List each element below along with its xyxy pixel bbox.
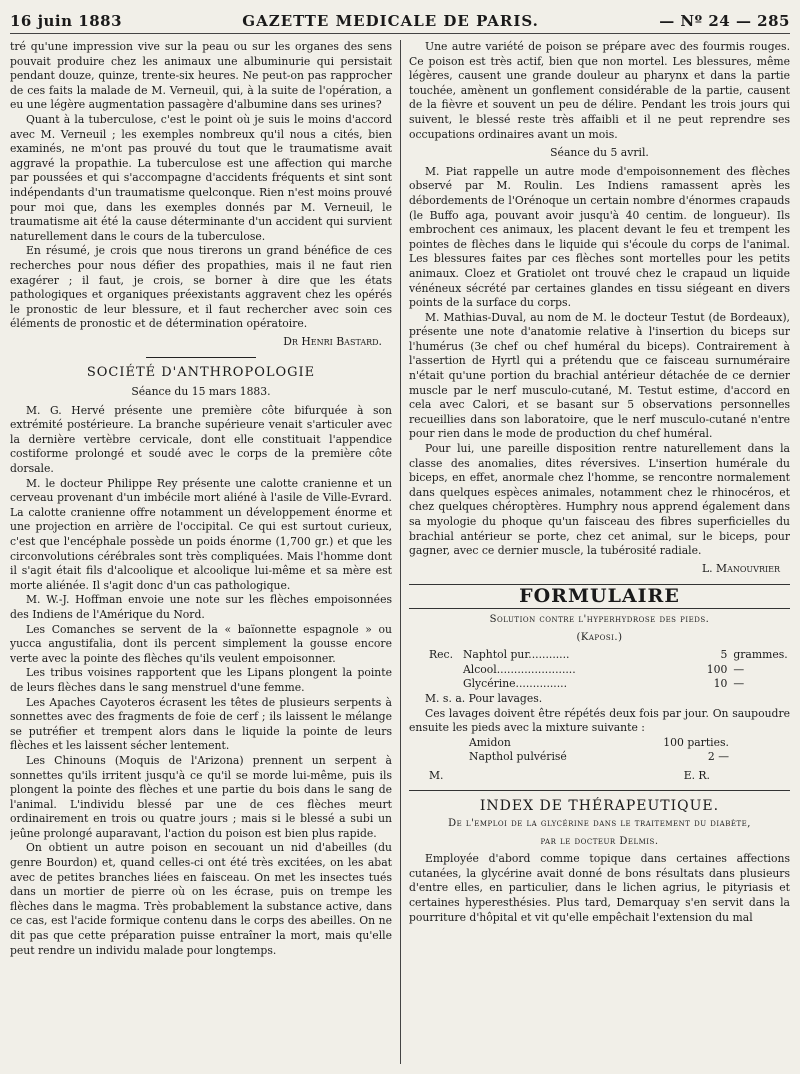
- paragraph: M. Piat rappelle un autre mode d'empoisonnement des flèches observé par M. Roulin. Les Indiens ramassent après les débordements de l'Orénoque un certain nombre d'énormes crapauds (le Buffo aga, pouvant avoir jusqu'à 40 centim. de longueur). Ils embrochent ces animaux, les placent devant le feu et trempent les pointes de flèches dans le liquide qui s'écoule du corps de l'animal. Les blessures faites par ces flèches sont mortelles pour les petits animaux. Cloez et Gratiolet ont trouvé chez le crapaud un liquide vénéneux sécrété par certaines glandes en tissu siégeant en divers points de la surface du corps.: [409, 164, 790, 310]
- author-kaposi: (Kaposi.): [576, 631, 623, 643]
- left-column: [10, 40, 400, 1064]
- paragraph: Employée d'abord comme topique dans certaines affections cutanées, la glycérine avait donné de bons résultats dans plusieurs d'entre elles, en particulier, dans le lichen agrius, le pityriasis et certaines hyperesthésies. Plus tard, Demarquay s'en servit dans la pourriture d'hôpital et vit qu'elle empêchait l'extension du mal: [409, 852, 790, 924]
- prescription-row: Rec. Naphtol pur............ 5 grammes.: [429, 648, 788, 662]
- paragraph: M. Mathias-Duval, au nom de M. le docteur Testut (de Bordeaux), présente une note d'anatomie relative à l'insertion du biceps sur l'humérus (3e chef ou chef huméral du biceps). Contrairement à l'assertion de Hyrtl qui a prétendu que ce faisceau surnuméraire n'était qu'une portion du brachial antérieur détachée de ce dernier muscle par le nerf musculo-cutané, M. Testut estime, d'accord en cela avec Calori, et se basant sur 5 observations personnelles recueillies dans son laboratoire, que le nerf musculo-cutané n'entre pour rien dans le mode de production du chef huméral.: [409, 310, 790, 441]
- issue-date: 16 juin 1883: [10, 12, 123, 30]
- solution-title: Solution contre l'hyperhydrose des pieds.: [489, 613, 710, 625]
- paragraph: Les Chinouns (Moquis de l'Arizona) prennent un serpent à sonnettes qu'ils irritent jusqu'à ce qu'il se morde lui-même, puis ils plongent la pointe des flèches et une partie du bois dans le sang de l'animal. L'individu blessé par une de ces flèches meurt ordinairement en trois ou quatre jours ; mais si le blessé a subi un jeûne prolongé auparavant, l'action du poison est bien plus rapide.: [10, 753, 392, 840]
- paragraph: On obtient un autre poison en secouant un nid d'abeilles (du genre Bourdon) et, quand celles-ci ont été très excitées, on les abat avec de petites branches liées en faisceau. On met les insectes tués dans un mortier de pierre où on les écrase, puis on trempe les flèches dans le magma. Très probablement la substance active, dans ce cas, est l'acide formique contenu dans le corps des abeilles. On ne dit pas que cette préparation puisse entraîner la mort, mais qu'elle peut rendre un individu malade pour longtemps.: [10, 841, 392, 957]
- prescription-row: Alcool....................... 100 —: [462, 662, 745, 676]
- two-column-body: [10, 34, 790, 1064]
- prescription-list: [409, 648, 790, 692]
- author-initials: E. R.: [683, 768, 710, 782]
- prescription-row: Glycérine............... 10 —: [462, 677, 745, 691]
- index-author: par le docteur Delmis.: [540, 835, 659, 847]
- paragraph: Les Comanches se servent de la « baïonnette espagnole » ou yucca angustifalia, dont ils percent simplement la gousse encore verte avec la pointe des flèches qu'ils veulent empoisonner.: [10, 622, 392, 665]
- signature-manouvrier: L. Manouvrier: [702, 561, 780, 575]
- paragraph: tré qu'une impression vive sur la peau ou sur les organes des sens pouvait produire chez les animaux une albuminurie qui persistait pendant douze, quinze, trente-six heures. Ne peut-on pas rapprocher de ces faits la malade de M. Verneuil, qui, à la suite de l'opération, a eu une légère augmentation passagère d'albumine dans ses urines?: [10, 40, 392, 112]
- page-header: [10, 0, 790, 34]
- paragraph: Ces lavages doivent être répétés deux fois par jour. On saupoudre ensuite les pieds avec la mixture suivante :: [409, 706, 790, 735]
- seance-date: Séance du 5 avril.: [550, 146, 649, 160]
- paragraph: Pour lui, une pareille disposition rentre naturellement dans la classe des anomalies, dites réversives. L'insertion humérale du biceps, en effet, anormale chez l'homme, se rencontre normalement dans quelques espèces animales, notamment chez le rhinocéros, et chez quelques chéroptères. Humphry nous apprend également dans sa myologie du phoque qu'un faisceau des fibres superficielles du brachial antérieur se porte, chez cet animal, sur le biceps, pour gagner, avec ce dernier muscle, la tubérosité radiale.: [409, 442, 790, 558]
- paragraph: M. s. a. Pour lavages.: [425, 691, 543, 705]
- journal-title: GAZETTE MEDICALE DE PARIS.: [242, 12, 539, 30]
- index-subtitle: De l'emploi de la glycérine dans le traitement du diabète,: [448, 818, 751, 830]
- paragraph: M. G. Hervé présente une première côte bifurquée à son extrémité postérieure. La branche supérieure venait s'articuler avec la dernière vertèbre cervicale, dont elle constituait l'appendice costiforme prolongé et soudé avec le corps de la première côte dorsale.: [10, 403, 392, 476]
- seance-date: Séance du 15 mars 1883.: [131, 385, 271, 399]
- signature-bastard: Dr Henri Bastard.: [283, 334, 382, 348]
- paragraph: Les tribus voisines rapportent que les Lipans plongent la pointe de leurs flèches dans le sang menstruel d'une femme.: [10, 666, 392, 694]
- formulaire-title: FORMULAIRE: [409, 584, 790, 609]
- issue-number: — Nº 24 — 285: [659, 12, 790, 30]
- section-title-anthropologie: SOCIÉTÉ D'ANTHROPOLOGIE: [86, 365, 316, 381]
- index-title: INDEX DE THÉRAPEUTIQUE.: [409, 790, 790, 814]
- paragraph: Les Apaches Cayoteros écrasent les têtes de plusieurs serpents à sonnettes avec des fragments de foie de cerf ; ils laissent le mélange se putréfier et trempent alors dans le liquide la pointe de leurs flèches et les laissent sécher lentement.: [10, 695, 392, 753]
- paragraph: En résumé, je crois que nous tirerons un grand bénéfice de ces recherches pour nous défier des propathies, mais il ne faut rien exagérer ; il faut, je crois, se borner à dire que les états pathologiques et organiques préexistants aggravent chez les opérés le pronostic de leur blessure, et il faut rechercher avec soin ces éléments de pronostic et de détermination opératoire.: [10, 244, 392, 331]
- paragraph: M. le docteur Philippe Rey présente une calotte cranienne et un cerveau provenant d'un imbécile mort aliéné à l'asile de Ville-Evrard. La calotte cranienne offre notamment un développement énorme et une projection en arrière de l'occipital. Ce qui est surtout curieux, c'est que l'encéphale possède un poids énorme (1,700 gr.) et que les circonvolutions cérébrales sont très compliquées. Mais l'homme dont il s'agit était fils d'alcoolique et alcoolique lui-même et sa mère est morte aliénée. Il s'agit donc d'un cas pathologique.: [10, 476, 392, 592]
- right-column: [400, 40, 790, 1064]
- paragraph: Quant à la tuberculose, c'est le point où je suis le moins d'accord avec M. Verneuil ; les exemples nombreux qu'il nous a cités, bien examinés, ne m'ont pas prouvé du tout que le traumatisme avait aggravé la propathie. La tuberculose est une affection qui marche par poussées et qui s'accompagne d'accidents fréquents et sint sont indépendants d'un traumatisme quelconque. Rien n'est moins prouvé pour moi que, dans les exemples donnés par M. Verneuil, le traumatisme ait été la cause déterminante d'un accident qui survient naturellement dans le cours de la tuberculose.: [10, 112, 392, 243]
- formula-signature: [429, 769, 710, 784]
- mixture-row: Napthol pulvérisé 2 —: [469, 750, 729, 764]
- paragraph: M. W.-J. Hoffman envoie une note sur les flèches empoisonnées des Indiens de l'Amérique du Nord.: [10, 593, 392, 621]
- divider: [146, 357, 256, 358]
- paragraph: Une autre variété de poison se prépare avec des fourmis rouges. Ce poison est très actif, bien que non mortel. Les blessures, même légères, causent une grande douleur au pharynx et dans la partie touchée, amènent un gonflement considérable de la partie, causent de la fièvre et souvent un peu de délire. Pendant les trois jours qui suivent, le blessé reste très affaibli et il ne peut reprendre ses occupations ordinaires avant un mois.: [409, 40, 790, 141]
- m-label: M.: [429, 768, 444, 782]
- mixture-row: Amidon 100 parties.: [469, 735, 729, 749]
